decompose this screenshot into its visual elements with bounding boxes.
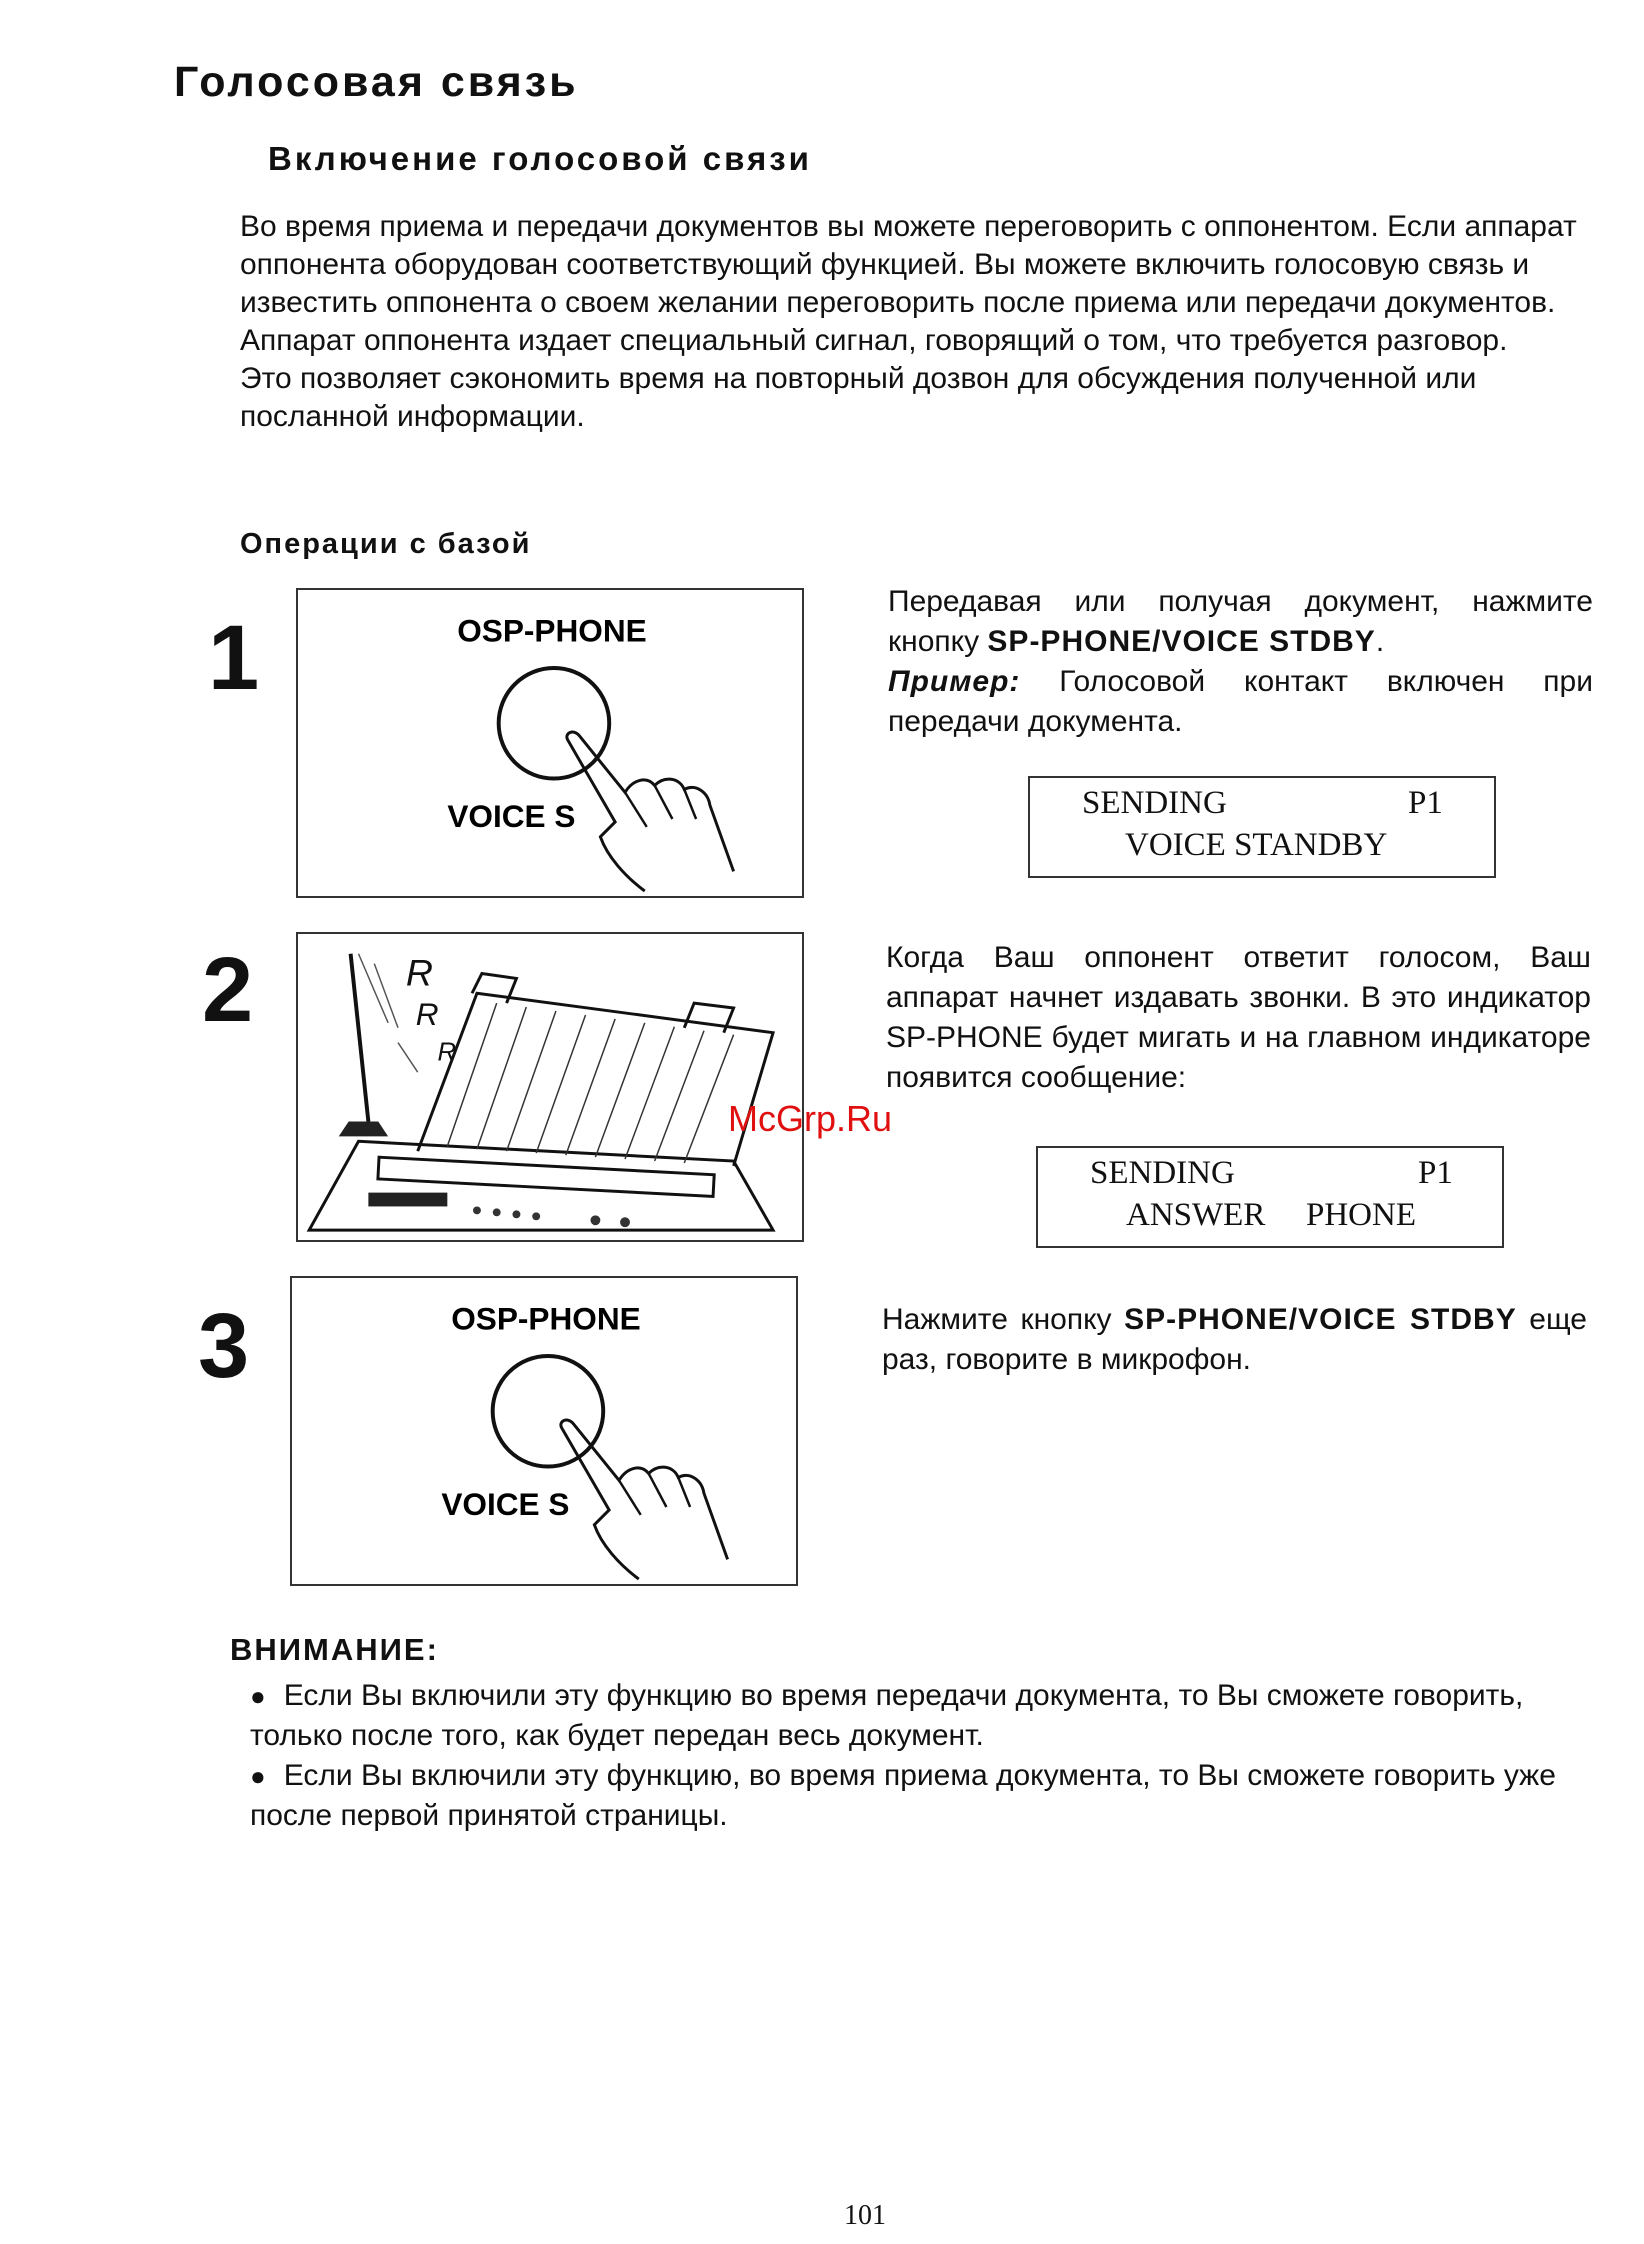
lcd-line2-right: PHONE [1306,1197,1417,1233]
fax-machine-icon [298,934,802,1240]
ring-letter: R [415,995,439,1032]
warning-text: Если Вы включили эту функцию во время передачи документа, то Вы сможете говорить, только после того, как будет передан весь документ. [250,1679,1524,1752]
warning-list [250,1676,1580,1836]
bullet-icon: ● [250,1681,266,1711]
lcd-line1-left: SENDING [1082,785,1227,821]
button-press-illustration [296,588,804,898]
sp-phone-voice-stdby-button-label: SP-PHONE/VOICE STDBY [1124,1303,1517,1336]
step-number: 3 [198,1295,250,1397]
lcd-line1-right: P1 [1418,1155,1453,1191]
example-label: Пример: [888,665,1021,698]
instruction-text: Когда Ваш оппонент ответит голосом, Ваш аппарат начнет издавать звонки. В это индикатор SP-PHONE будет мигать и на главном индикаторе появится сообщение: [886,941,1591,1094]
finger-press-icon [292,1278,796,1584]
lcd-line1-left: SENDING [1090,1155,1235,1191]
step-instruction [882,1300,1587,1380]
lcd-line2: VOICE STANDBY [1125,827,1388,863]
warning-item [250,1676,1580,1756]
illustration-bottom-label: VOICE S [441,1485,570,1522]
page-title: Голосовая связь [174,58,579,106]
ring-letter: R [405,951,433,994]
intro-paragraph: Во время приема и передачи документов вы можете переговорить с оппонентом. Если аппарат оппонента оборудован соответствующий функцией. Вы можете включить голосовую связь и известить оппонента о своем желании переговорить после приема или передачи документов. Аппарат оппонента издает специальный сигнал, говорящий о том, что требуется разговор. [240,210,1577,357]
section-subtitle: Включение голосовой связи [268,140,812,177]
step-instruction [886,938,1591,1098]
illustration-top-label: OSP-PHONE [457,612,647,649]
step-number: 2 [202,939,254,1041]
warning-item [250,1756,1580,1836]
lcd-line1-right: P1 [1408,785,1443,821]
sp-phone-voice-stdby-button-label: SP-PHONE/VOICE STDBY [987,625,1376,658]
operations-heading: Операции с базой [240,528,532,560]
intro-paragraph: Это позволяет сэкономить время на повторный дозвон для обсуждения полученной или посланной информации. [240,362,1477,433]
example-text: Голосовой контакт включен при передачи документа. [888,665,1593,738]
page-number: 101 [844,2200,886,2231]
lcd-display [1036,1146,1504,1248]
illustration-bottom-label: VOICE S [447,797,576,834]
ring-letter: R [437,1038,457,1067]
fax-machine-illustration [296,932,804,1242]
step-instruction [888,582,1593,742]
illustration-top-label: OSP-PHONE [451,1300,641,1337]
bullet-icon: ● [250,1761,266,1791]
lcd-display [1028,776,1496,878]
watermark: McGrp.Ru [728,1098,893,1139]
step-number: 1 [208,607,260,709]
instruction-text: Нажмите кнопку [882,1303,1125,1336]
finger-press-icon [298,590,802,896]
instruction-text: еще раз, говорите в микрофон. [882,1303,1587,1376]
instruction-text: . [1375,625,1385,658]
button-press-illustration [290,1276,798,1586]
warning-text: Если Вы включили эту функцию, во время приема документа, то Вы сможете говорить уже после первой принятой страницы. [250,1759,1556,1832]
intro-text [240,208,1580,436]
warning-heading: ВНИМАНИЕ: [230,1632,439,1667]
lcd-line2-left: ANSWER [1126,1197,1266,1233]
instruction-text: Передавая или получая документ, нажмите кнопку [888,585,1593,658]
